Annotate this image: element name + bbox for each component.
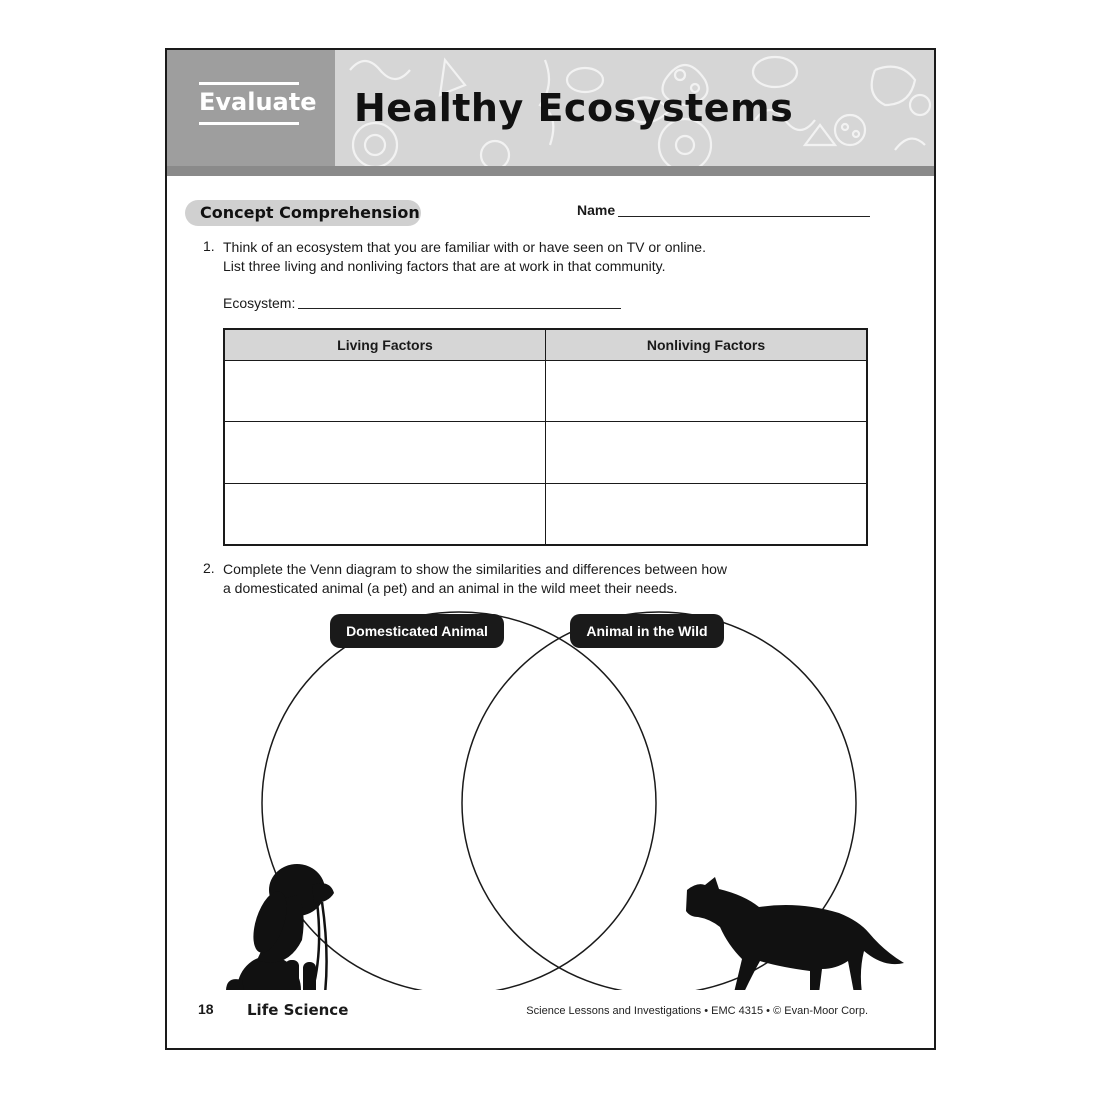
living-factor-cell[interactable] xyxy=(224,422,546,484)
question-1-number: 1. xyxy=(203,238,215,254)
question-2-number: 2. xyxy=(203,560,215,576)
header-divider xyxy=(167,166,936,176)
nonliving-factor-cell[interactable] xyxy=(546,360,868,422)
name-label: Name xyxy=(577,202,616,218)
tab-rule-bottom xyxy=(199,122,299,125)
domesticated-animal-label: Domesticated Animal xyxy=(330,614,504,648)
factors-table xyxy=(223,328,868,546)
ecosystem-field-line[interactable] xyxy=(298,308,621,309)
venn-left-circle[interactable] xyxy=(262,612,656,990)
wolf-icon xyxy=(686,877,904,990)
name-field-line[interactable] xyxy=(618,216,870,217)
worksheet-page xyxy=(165,48,936,1050)
nonliving-factor-cell[interactable] xyxy=(546,422,868,484)
table-row xyxy=(224,360,867,422)
table-header-row xyxy=(224,329,867,360)
ecosystem-label: Ecosystem: xyxy=(223,295,296,311)
nonliving-factors-header: Nonliving Factors xyxy=(546,329,868,360)
table-row xyxy=(224,422,867,484)
question-2-line-2: a domesticated animal (a pet) and an animal in the wild meet their needs. xyxy=(223,580,678,596)
section-label: Concept Comprehension xyxy=(185,200,421,226)
page-title: Healthy Ecosystems xyxy=(354,86,794,130)
animal-in-the-wild-label: Animal in the Wild xyxy=(570,614,724,648)
page-number: 18 xyxy=(198,1001,214,1017)
living-factor-cell[interactable] xyxy=(224,360,546,422)
venn-diagram xyxy=(167,610,936,990)
living-factor-cell[interactable] xyxy=(224,483,546,545)
tab-label: Evaluate xyxy=(199,88,317,116)
question-2-line-1: Complete the Venn diagram to show the similarities and differences between how xyxy=(223,561,728,577)
footer-subject: Life Science xyxy=(247,1001,349,1019)
question-1-line-1: Think of an ecosystem that you are familiar with or have seen on TV or online. xyxy=(223,239,706,255)
header-tab xyxy=(167,50,335,168)
living-factors-header: Living Factors xyxy=(224,329,546,360)
table-row xyxy=(224,483,867,545)
question-1-line-2: List three living and nonliving factors that are at work in that community. xyxy=(223,258,666,274)
footer-credit: Science Lessons and Investigations • EMC 4315 • © Evan-Moor Corp. xyxy=(526,1005,868,1017)
nonliving-factor-cell[interactable] xyxy=(546,483,868,545)
tab-rule-top xyxy=(199,82,299,85)
